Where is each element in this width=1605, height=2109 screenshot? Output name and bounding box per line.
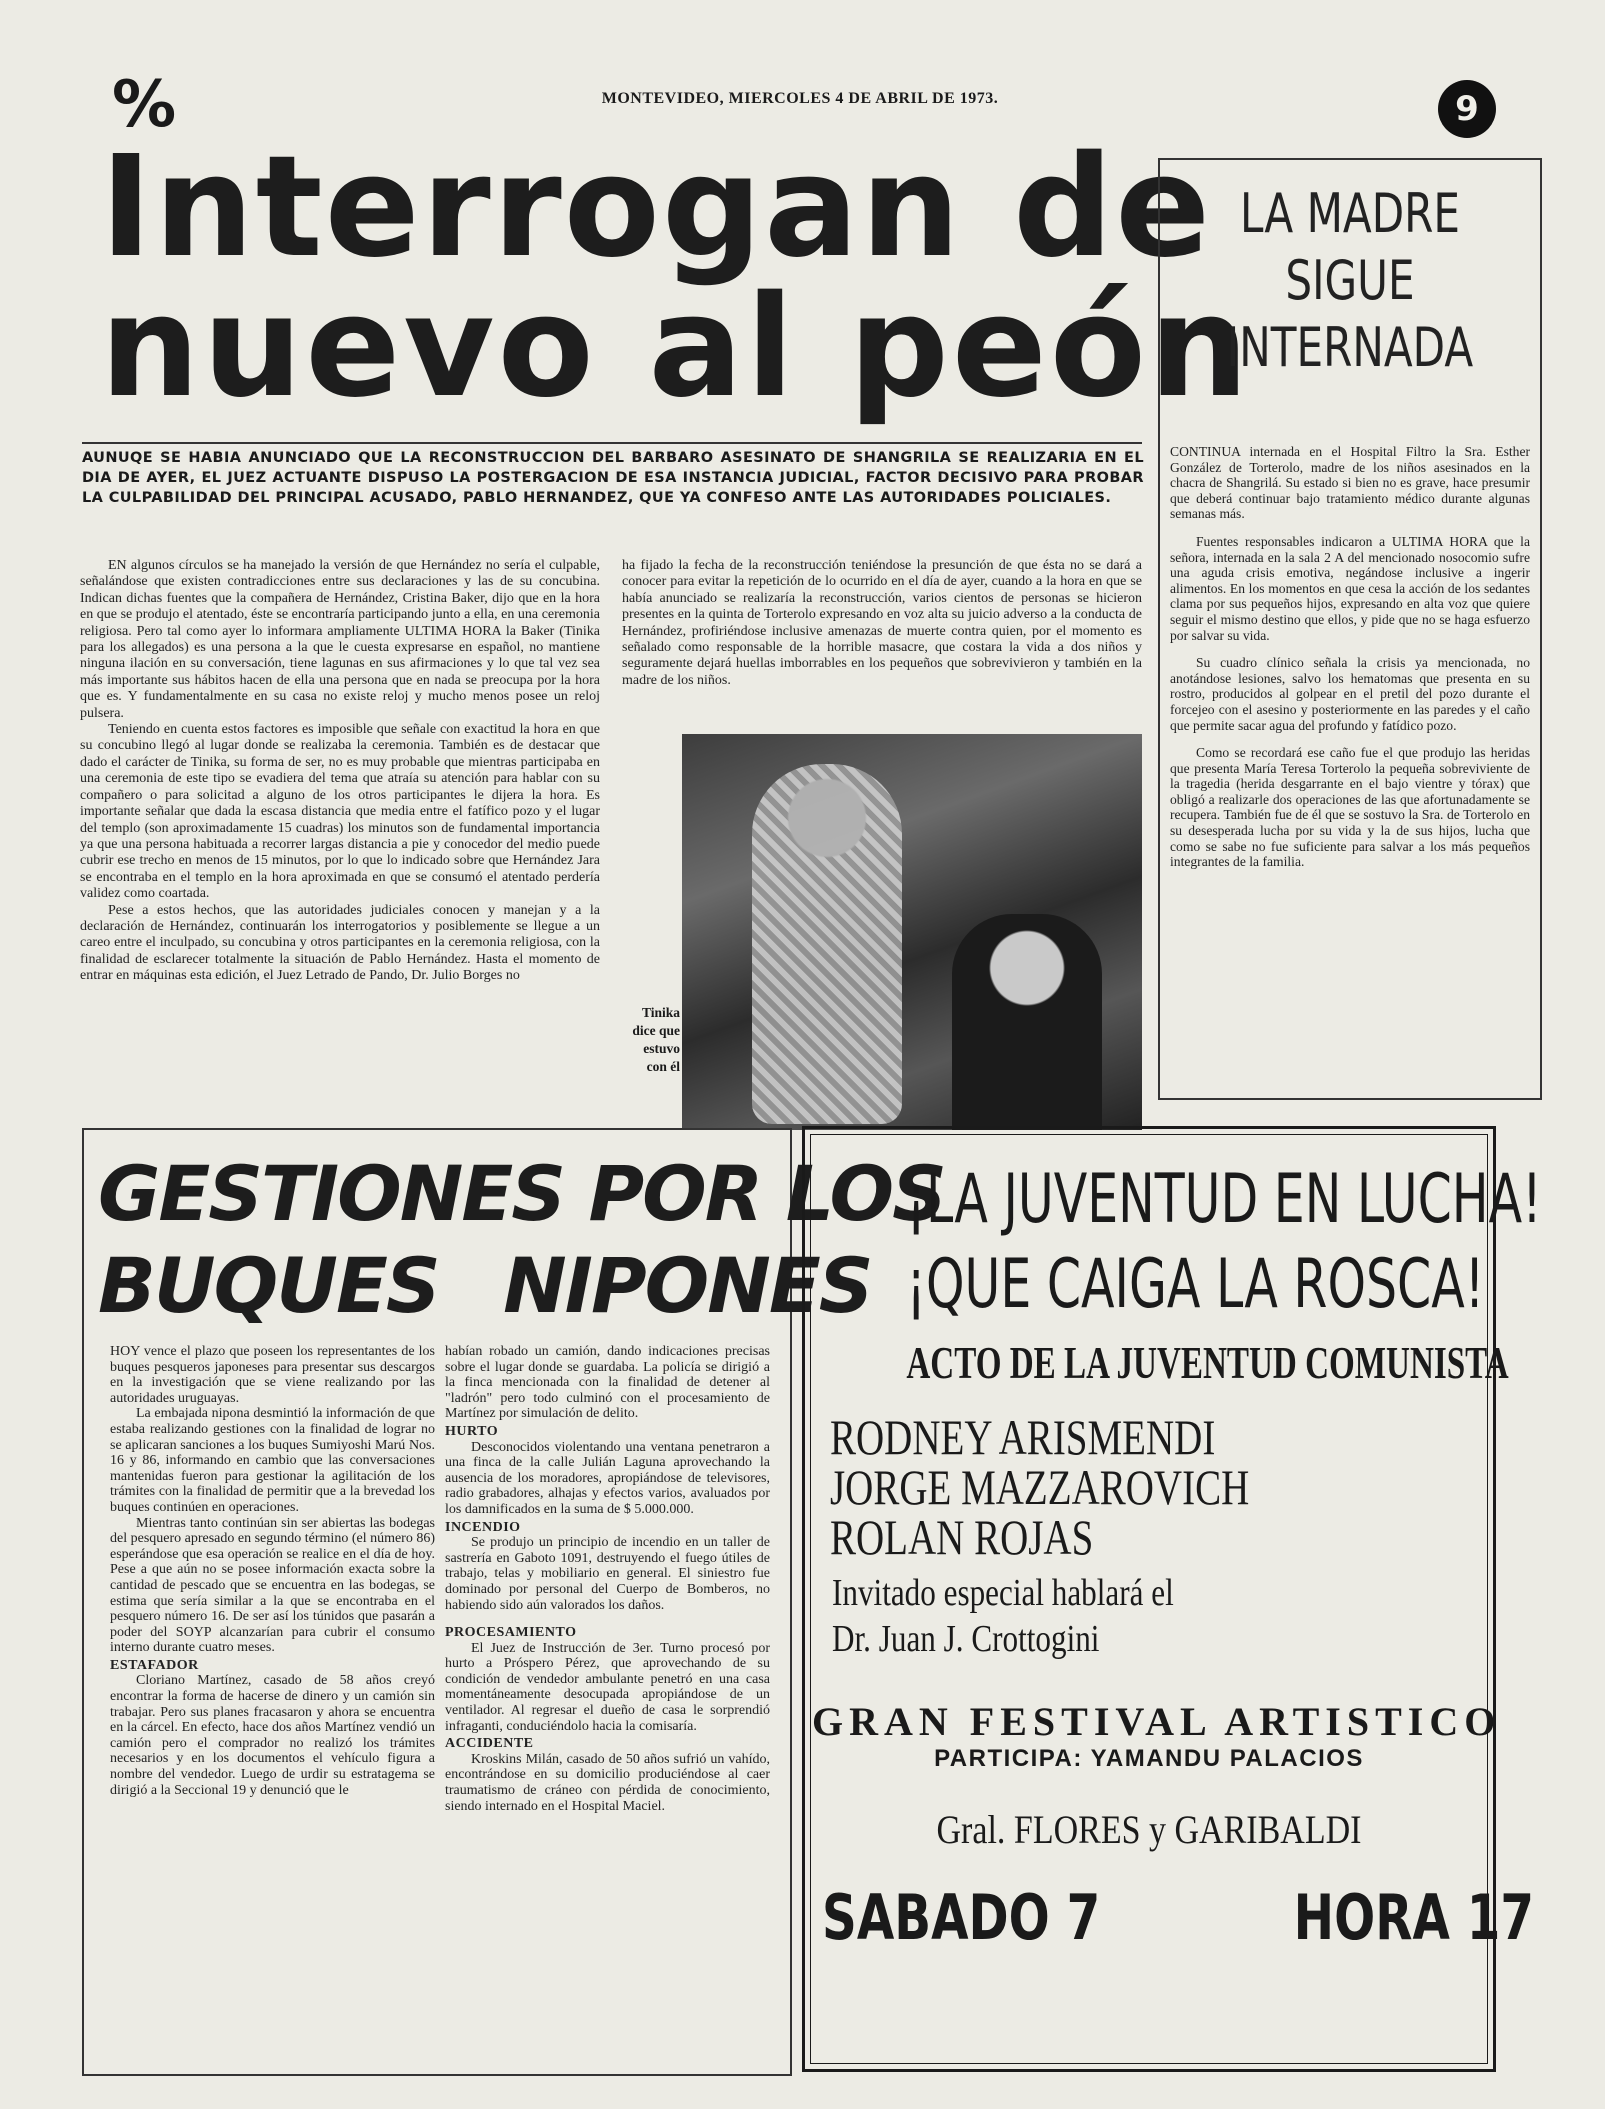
ships-paragraph: El Juez de Instrucción de 3er. Turno procesó por hurto a Próspero Pérez, que aprovechando de su condición de vendedor ambulante penetró en una casa momentáneamente desocupada apropiándose de un ventilador. Al regresar el dueño de casa le sorprendió infraganti, conduciéndolo hacia la comisaría. (445, 1640, 770, 1734)
main-story-paragraph: ha fijado la fecha de la reconstrucción teniéndose la presunción de que ésta no se dará a conocer para evitar la repetición de lo ocurrido en el día de ayer, cuando a la hora en que se había anunciado se realizaría la reconstrucción, varios cientos de personas se hicieron presentes en la quinta de Torterolo expresando en voz alta su juicio adverso a la conducta de Hernández, profiriéndose inclusive amenazas de muerte contra quien, por el momento es señalado como responsable de la horrible masacre, que costara la vida a dos niños y seguramente dejará huellas imborrables en los pequeños que sobrevivieron y también en la madre de los niños. (622, 558, 1142, 688)
ad-slogan-2: ¡QUE CAIGA LA ROSCA! (906, 1245, 1485, 1324)
ships-paragraph: Desconocidos violentando una ventana penetraron a una finca de la calle Julián Laguna aprovechando la ausencia de los moradores, apropiándose de televisores, radio grabadores, alhajas y efectos varios, avaluados por los damnificados en la suma de $ 5.000.000. (445, 1439, 770, 1517)
sidebar-headline (1210, 180, 1491, 381)
main-deck: AUNUQE SE HABIA ANUNCIADO QUE LA RECONSTRUCCION DEL BARBARO ASESINATO DE SHANGRILA SE REALIZARIA EN EL DIA DE AYER, EL JUEZ ACTUANTE DISPUSO LA POSTERGACION DE ESA INSTANCIA JUDICIAL, FACTOR DECISIVO PARA PROBAR LA CULPABILIDAD DEL PRINCIPAL ACUSADO, PABLO HERNANDEZ, QUE YA CONFESO ANTE LAS AUTORIDADES POLICIALES. (82, 450, 1144, 506)
headline-rule (82, 442, 1142, 444)
main-story-paragraph: Pese a estos hechos, que las autoridades judiciales conocen y manejan y a la declaración de Hernández, continuarán los interrogatorios y posiblemente se llegue a un careo entre el inculpado, su concubina y otros participantes en la ceremonia religiosa, con la finalidad de esclarecer totalmente la situación de Pablo Hernández. Hasta el momento de entrar en máquinas esta edición, el Juez Letrado de Pando, Dr. Julio Borges no (80, 902, 600, 984)
main-headline-line2: nuevo al peón (100, 266, 1252, 429)
ad-speaker-name: JORGE MAZZAROVICH (830, 1459, 1250, 1515)
sidebar-headline-line: SIGUE (1285, 249, 1415, 312)
main-story-paragraph: Teniendo en cuenta estos factores es imposible que señale con exactitud la hora en que su concubino llegó al lugar donde se realizaba la ceremonia. También es de destacar que dado el carácter de Tinika, su forma de ser, no es muy probable que mientras participaba en una ceremonia de este tipo se evadiera del tema que atraía su atención para hablar con su compañero o para solicitad a alguno de los otros participantes le dijera la hora. Es importante señalar que dada la escasa distancia que media entre el fatífico pozo y el lugar del templo (son aproximadamente 15 cuadras) los minutos son de fundamental importancia ya que una persona habituada a recorrer largas distancia a pie y conocedor del medio puede cubrir ese trecho en menos de 15 minutos, por lo que lo indicado sobre que Hernández Jara se encontraba en el templo en la hora aproximada en que se consumó el atentado perdería validez como coartada. (80, 722, 600, 902)
ad-guest-line: Dr. Juan J. Crottogini (832, 1618, 1100, 1660)
main-story-column-2 (622, 558, 1142, 689)
ad-guest-speaker (832, 1570, 1357, 1662)
photo-figure-woman-seated (952, 914, 1102, 1130)
ships-headline-line2: BUQUES NIPONES (98, 1241, 872, 1330)
sidebar-paragraph: CONTINUA internada en el Hospital Filtro la Sra. Esther González de Torterolo, madre de los niños asesinados en la chacra de Shangrilá. Su estado si bien no es grave, hace presumir que deberá continuar bajo tratamiento médico durante algunas semanas más. (1170, 444, 1530, 522)
ships-subhead: ACCIDENTE (445, 1736, 534, 1752)
ships-paragraph: habían robado un camión, dando indicaciones precisas sobre el lugar donde se guardaba. La policía se dirigió a la finca mencionada con la finalidad de detener al "ladrón" pero todo culminó con el procesamiento de Martínez por simulación de delito. (445, 1344, 770, 1422)
news-photo (682, 734, 1142, 1130)
photo-caption: Tinika dice que estuvo con él (632, 1005, 680, 1074)
ad-slogan-1: ¡LA JUVENTUD EN LUCHA! (906, 1160, 1542, 1239)
ships-paragraph: HOY vence el plazo que poseen los representantes de los buques pesqueros japoneses para presentar sus descargos en la investigación que se viene realizando por las autoridades uruguayas. (110, 1344, 435, 1406)
ad-event-title: ACTO DE LA JUVENTUD COMUNISTA (906, 1337, 1509, 1388)
ships-subhead: INCENDIO (445, 1519, 521, 1535)
ships-paragraph: Mientras tanto continúan sin ser abiertas las bodegas del pesquero apresado en segundo término (el número 86) esperándose que esa operación se realice en el día de hoy. Pese a que aún no se posee información exacta sobre la cantidad de pescado que se encuentra en las bodegas, se estima que sería similar a la que se encontraba en el pesquero número 16. De ser así los túnidos que pasarán a poder del SOYP alcanzarían para cubrir el consumo interno durante cuatro meses. (110, 1515, 436, 1656)
ad-speaker-name: ROLAN ROJAS (830, 1509, 1094, 1565)
page-number: 9 (1438, 80, 1496, 138)
ad-time: HORA 17 (1293, 1881, 1535, 1954)
ad-guest-line: Invitado especial hablará el (832, 1572, 1174, 1614)
sidebar-story (1170, 444, 1530, 882)
main-headline-line1: Interrogan de (100, 126, 1213, 289)
ships-story-column-2 (445, 1344, 770, 1814)
ad-speaker-name: RODNEY ARISMENDI (830, 1409, 1216, 1465)
dateline: MONTEVIDEO, MIERCOLES 4 DE ABRIL DE 1973. (601, 90, 999, 107)
ships-subhead: PROCESAMIENTO (445, 1625, 577, 1641)
ships-paragraph: Cloriano Martínez, casado de 58 años creyó encontrar la forma de hacerse de dinero y un camión sin trabajar. Pero sus planes fracasaron y ahora se encuentra en la cárcel. En efecto, hace dos años Martínez vendió un camión pero el comprador no realizó los trámites necesarios y en los documentos el vehículo figura a nombre del vendedor. Luego de urdir su estratagema se dirigió a la Seccional 19 y denunció que le (110, 1673, 435, 1798)
sidebar-paragraph: Como se recordará ese caño fue el que produjo las heridas que presenta María Teresa Torterolo la pequeña sobreviviente de la tragedia (herida desgarrante en el bajo vientre y tórax) que obligó a realizarle dos operaciones de las que afortunadamente se recupera. También fue de él que se sostuvo la Sra. de Torterolo en su desesperada lucha por su vida y la de sus hijos, lucha que como se sabe no fue suficiente para salvar a los más pequeños integrantes de la familia. (1170, 745, 1530, 870)
ships-subhead: HURTO (445, 1423, 499, 1439)
ad-speakers (830, 1409, 1329, 1565)
ships-story-column-1 (110, 1344, 435, 1798)
ad-participant: PARTICIPA: YAMANDU PALACIOS (934, 1745, 1364, 1772)
ad-festival: GRAN FESTIVAL ARTISTICO (812, 1699, 1502, 1744)
ships-paragraph: La embajada nipona desmintió la información de que estaba realizando gestiones con la finalidad de lograr no se aplicaran sanciones a los buques Sumiyoshi Marú Nos. 16 y 86, informando en cambio que las conversaciones mantenidas fueron para gestionar la agilitación de los trámites con la finalidad de permitir que a la brevedad los buques continúen en operaciones. (110, 1406, 435, 1515)
ad-date: SABADO 7 (822, 1881, 1101, 1954)
sidebar-paragraph: Fuentes responsables indicaron a ULTIMA HORA que la señora, internada en la sala 2 A del mencionado nosocomio sufre una aguda crisis emotiva, negándose inclusive a ingerir alimentos. En los momentos en que cesa la acción de los sedantes clama por sus pequeños hijos, expresando en alta voz que quiere seguir el mismo destino que ellos, y pide que no se haga esfuerzo por salvar su vida. (1170, 533, 1530, 643)
sidebar-headline-line: LA MADRE (1239, 182, 1461, 245)
ships-subhead: ESTAFADOR (110, 1657, 199, 1673)
ships-paragraph: Se produjo un principio de incendio en un taller de sastrería en Gaboto 1091, destruyendo el fuego útiles de trabajo, telas y mobiliario en general. El siniestro fue dominado por personal del Cuerpo de Bomberos, no habiendo sido aún valorados los daños. (445, 1535, 770, 1613)
photo-figure-woman-standing (752, 764, 902, 1124)
main-story-column-1 (80, 558, 600, 985)
sidebar-paragraph: Su cuadro clínico señala la crisis ya mencionada, no anotándose lesiones, salvo los hematomas que presenta en su rostro, producidos al golpear en el pretil del pozo durante el forcejeo con el asesino y posteriormente en las paredes y el caño que permite sacar agua del profundo y fatídico pozo. (1170, 655, 1530, 733)
main-headline (100, 126, 1252, 430)
ad-location: Gral. FLORES y GARIBALDI (936, 1807, 1362, 1852)
ships-headline-line1: GESTIONES POR LOS (98, 1149, 945, 1238)
main-story-paragraph: EN algunos círculos se ha manejado la versión de que Hernández no sería el culpable, señalándose que existen contradicciones entre sus declaraciones y las de su concubina. Indican dichas fuentes que la compañera de Hernández, Cristina Baker, dijo que en la hora en que se produjo el atentado, éste se encontraría participando junto a ella, en una ceremonia religiosa. Pero tal como ayer lo informara ampliamente ULTIMA HORA la Baker (Tinika para los allegados) es una persona a la que le cuesta expresarse en español, no mantiene ninguna ilación en su conversación, tiene lagunas en sus afirmaciones y lo que tal vez sea más importante sus hábitos hacen de ella una persona que en nada se preocupa por la hora que es. Y fundamentalmente en su casa no existe reloj y mucho menos posee un reloj pulsera. (80, 558, 600, 721)
ships-paragraph: Kroskins Milán, casado de 50 años sufrió un vahído, encontrándose en su domicilio produciéndose al caer traumatismo de cráneo con pérdida de conocimiento, siendo internado en el Hospital Maciel. (445, 1751, 770, 1814)
newspaper-logo: % (112, 68, 177, 142)
sidebar-headline-line: INTERNADA (1226, 316, 1474, 379)
ships-headline (98, 1148, 945, 1332)
